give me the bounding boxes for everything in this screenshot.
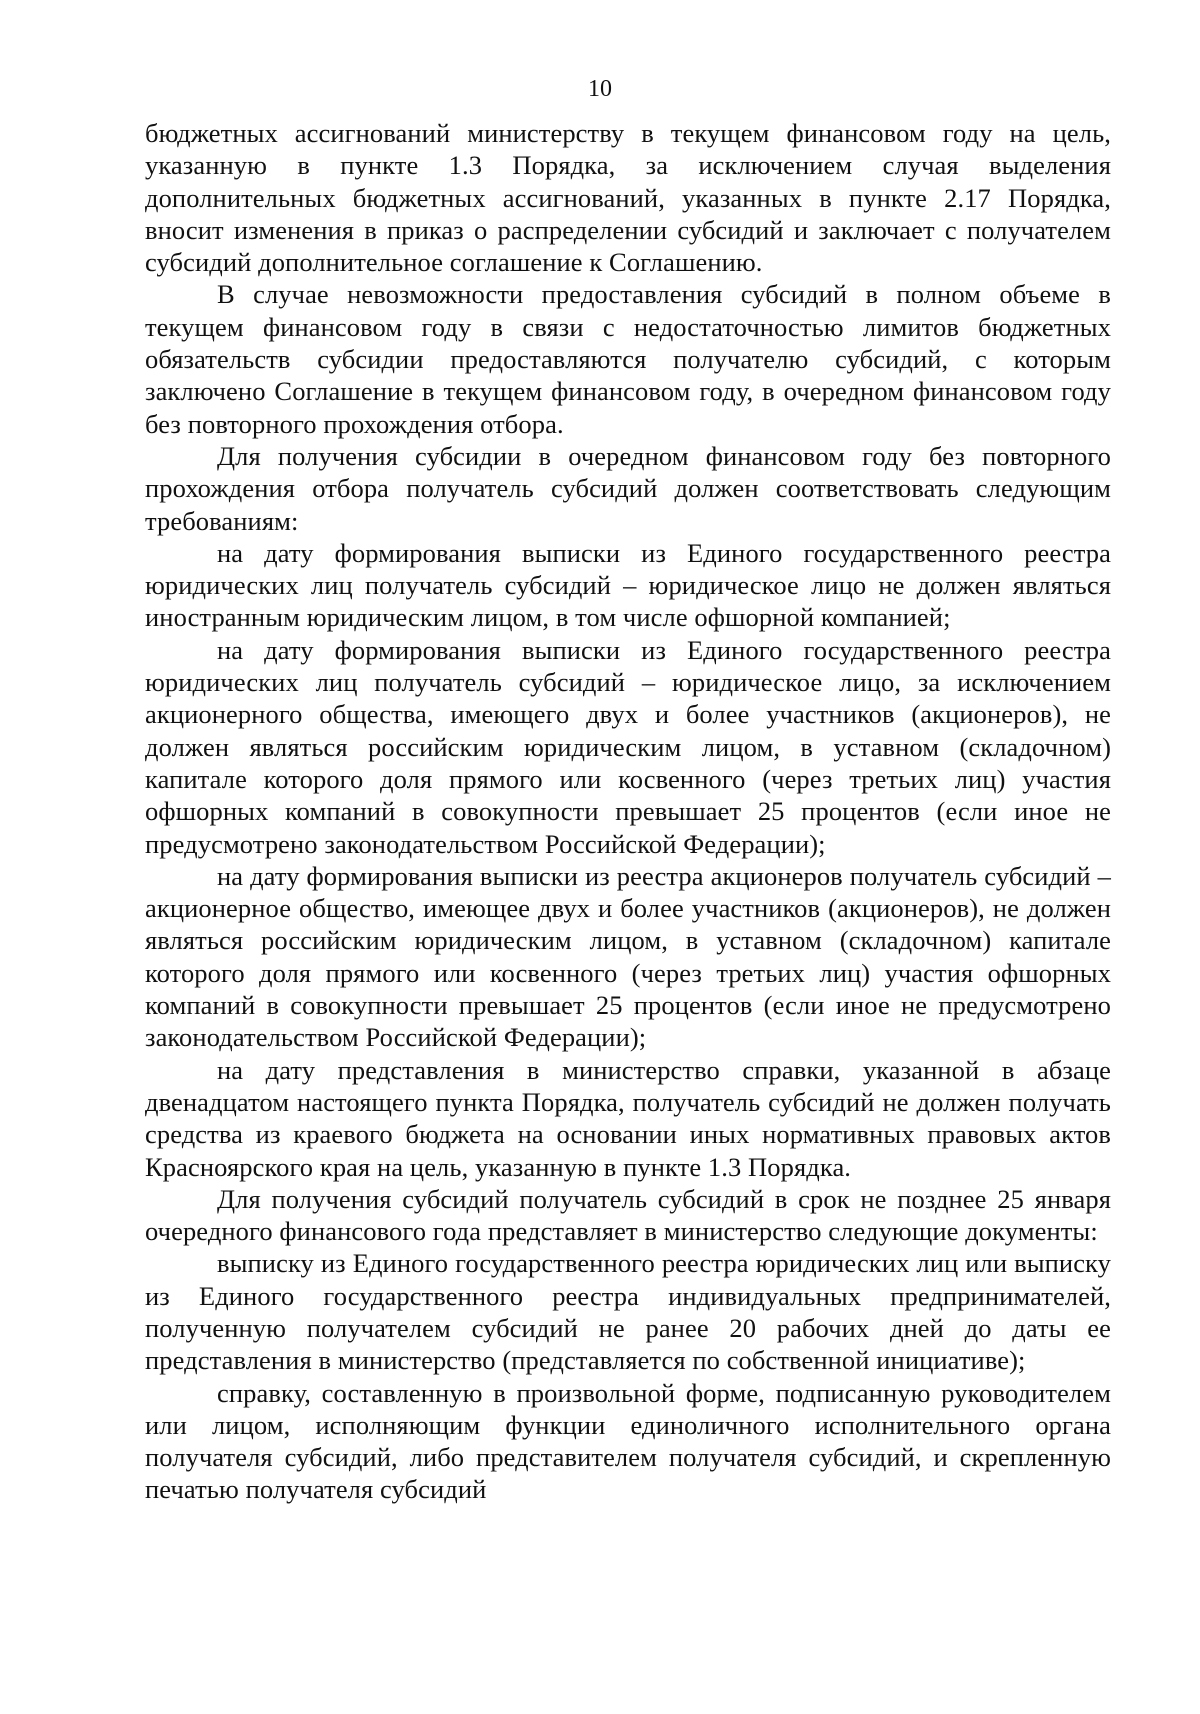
paragraph: В случае невозможности предоставления субсидий в полном объеме в текущем финансовом году в связи с недостаточностью лимитов бюджетных обязательств субсидии предоставляются получателю субсидий, с которым заключено Соглашение в текущем финансовом году, в очередном финансовом году без повторного прохождения отбора.	[145, 279, 1111, 439]
requirement-item: на дату формирования выписки из Единого государственного реестра юридических лиц получатель субсидий – юридическое лицо, за исключением акционерного общества, имеющего двух и более участников (акционеров), не должен являться российским юридическим лицом, в уставном (складочном) капитале которого доля прямого или косвенного (через третьих лиц) участия офшорных компаний в совокупности превышает 25 процентов (если иное не предусмотрено законодательством Российской Федерации);	[145, 634, 1111, 859]
requirement-item: на дату представления в министерство справки, указанной в абзаце двенадцатом настоящего пункта Порядка, получатель субсидий не должен получать средства из краевого бюджета на основании иных нормативных правовых актов Красноярского края на цель, указанную в пункте 1.3 Порядка.	[145, 1054, 1111, 1182]
paragraph-continuation: бюджетных ассигнований министерству в текущем финансовом году на цель, указанную в пункте 1.3 Порядка, за исключением случая выделения дополнительных бюджетных ассигнований, указанных в пункте 2.17 Порядка, вносит изменения в приказ о распределении субсидий и заключает с получателем субсидий дополнительное соглашение к Соглашению.	[145, 118, 1111, 278]
paragraph: Для получения субсидии в очередном финансовом году без повторного прохождения отбора получатель субсидий должен соответствовать следующим требованиям:	[145, 440, 1111, 536]
requirement-item: на дату формирования выписки из Единого государственного реестра юридических лиц получатель субсидий – юридическое лицо не должен являться иностранным юридическим лицом, в том числе офшорной компанией;	[145, 537, 1111, 633]
page-number: 10	[588, 76, 612, 102]
paragraph: Для получения субсидий получатель субсидий в срок не позднее 25 января очередного финансового года представляет в министерство следующие документы:	[145, 1183, 1111, 1247]
document-list-item: справку, составленную в произвольной форме, подписанную руководителем или лицом, исполняющим функции единоличного исполнительного органа получателя субсидий, либо представителем получателя субсидий, и скрепленную печатью получателя субсидий	[145, 1377, 1111, 1505]
document-body	[145, 117, 1111, 1506]
document-list-item: выписку из Единого государственного реестра юридических лиц или выписку из Единого государственного реестра индивидуальных предпринимателей, полученную получателем субсидий не ранее 20 рабочих дней до даты ее представления в министерство (представляется по собственной инициативе);	[145, 1248, 1111, 1376]
requirement-item: на дату формирования выписки из реестра акционеров получатель субсидий – акционерное общество, имеющее двух и более участников (акционеров), не должен являться российским юридическим лицом, в уставном (складочном) капитале которого доля прямого или косвенного (через третьих лиц) участия офшорных компаний в совокупности превышает 25 процентов (если иное не предусмотрено законодательством Российской Федерации);	[145, 860, 1111, 1053]
